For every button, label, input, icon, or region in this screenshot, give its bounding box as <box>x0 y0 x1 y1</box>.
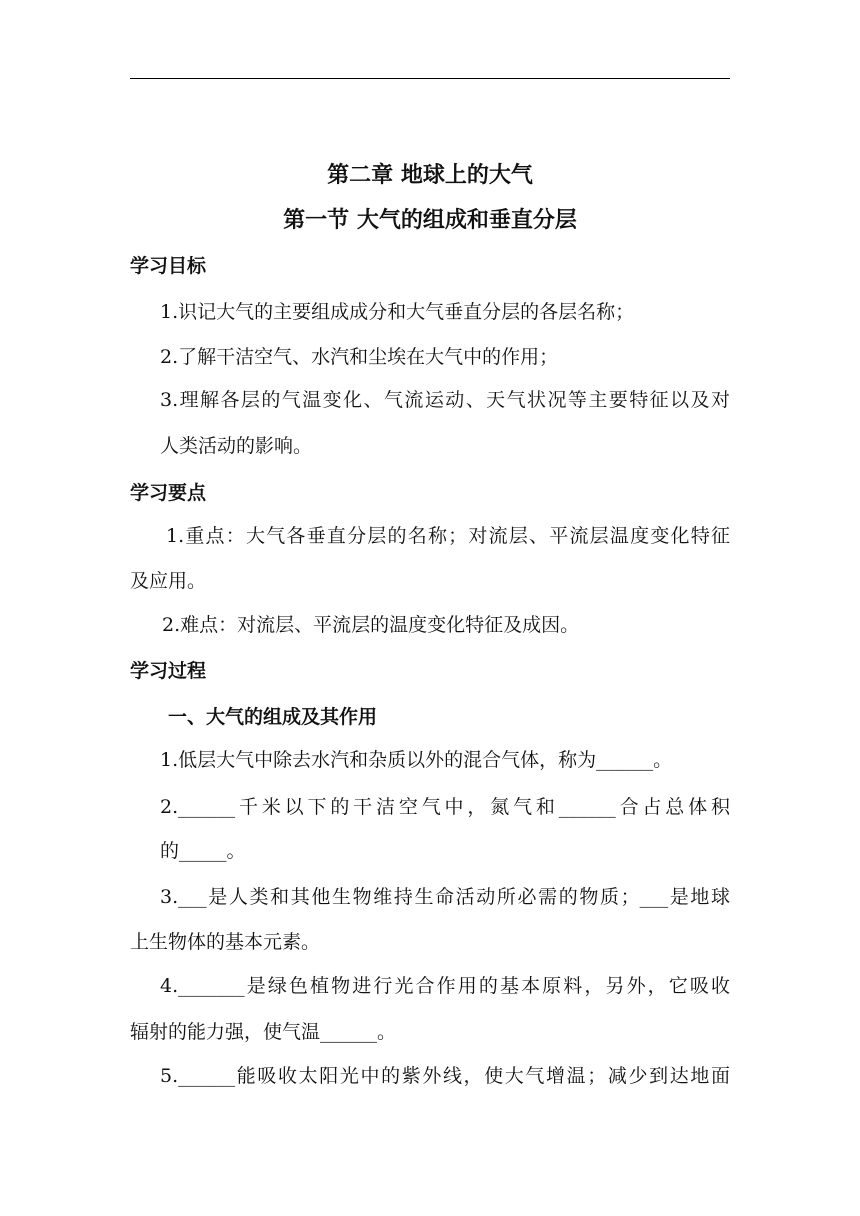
objectives-heading: 学习目标 <box>130 255 207 277</box>
objective-item-2: 2.了解干洁空气、水汽和尘埃在大气中的作用； <box>160 346 559 368</box>
key-point-2: 2.难点：对流层、平流层的温度变化特征及成因。 <box>162 614 580 636</box>
process-item-3-cont: 上生物体的基本元素。 <box>130 931 321 953</box>
process-item-2: 2.______千米以下的干洁空气中，氮气和______合占总体积 <box>160 796 730 818</box>
header-rule <box>130 78 730 79</box>
chapter-title: 第二章 地球上的大气 <box>327 163 533 188</box>
process-item-1: 1.低层大气中除去水汽和杂质以外的混合气体，称为______。 <box>160 749 673 771</box>
process-item-4-cont: 辐射的能力强，使气温______。 <box>130 1021 397 1043</box>
section-title: 第一节 大气的组成和垂直分层 <box>283 208 577 233</box>
key-point-1: 1.重点：大气各垂直分层的名称；对流层、平流层温度变化特征 <box>166 525 730 547</box>
process-item-4: 4._______是绿色植物进行光合作用的基本原料，另外，它吸收 <box>160 975 730 997</box>
key-point-1-cont: 及应用。 <box>130 570 207 592</box>
process-item-5: 5.______能吸收太阳光中的紫外线，使大气增温；减少到达地面 <box>160 1065 730 1087</box>
objective-item-3-cont: 人类活动的影响。 <box>160 435 313 457</box>
objective-item-3: 3.理解各层的气温变化、气流运动、天气状况等主要特征以及对 <box>160 389 730 411</box>
process-item-2-cont: 的_____。 <box>160 840 246 862</box>
key-points-heading: 学习要点 <box>130 482 207 504</box>
process-item-3: 3.___是人类和其他生物维持生命活动所必需的物质；___是地球 <box>160 886 730 908</box>
process-heading: 学习过程 <box>130 660 207 682</box>
process-subheading: 一、大气的组成及其作用 <box>168 706 378 728</box>
objective-item-1: 1.识记大气的主要组成成分和大气垂直分层的各层名称； <box>160 301 635 323</box>
